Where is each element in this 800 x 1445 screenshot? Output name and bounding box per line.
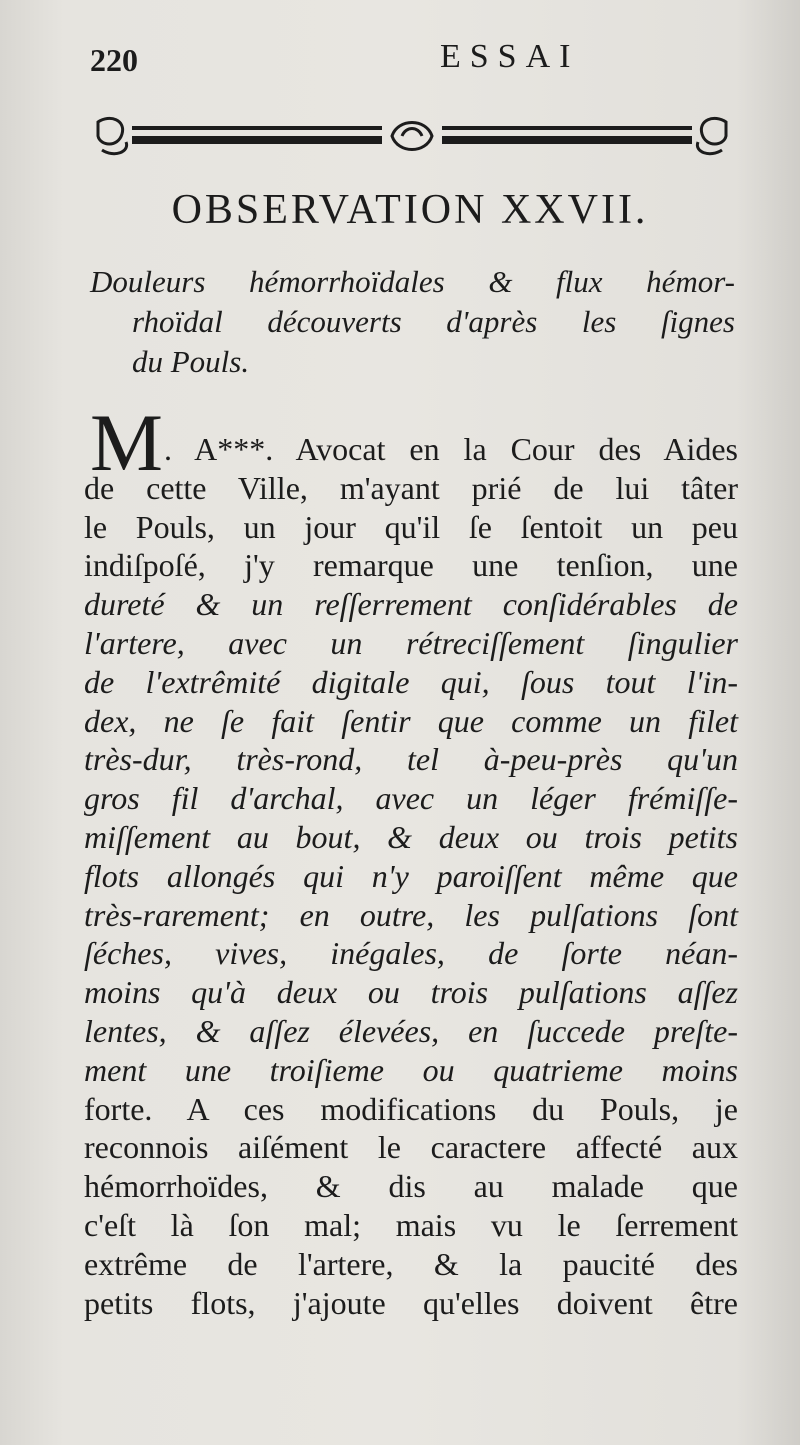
text-line: petits flots, j'ajoute qu'elles doivent être <box>84 1284 738 1321</box>
body-text <box>84 430 738 1322</box>
text-line: ment une troiſieme ou quatrieme moins <box>84 1051 738 1088</box>
observation-title: OBSERVATION XXVII. <box>171 187 649 233</box>
headpiece-ornament <box>92 112 732 160</box>
text-line: ſéches, vives, inégales, de ſorte néan- <box>84 935 738 972</box>
text-line: le Pouls, un jour qu'il ſe ſentoit un peu <box>84 508 738 545</box>
text-line: miſſement au bout, & deux ou trois petits <box>84 818 738 855</box>
text-line: dex, ne ſe fait ſentir que comme un filet <box>84 702 738 739</box>
text-line: l'artere, avec un rétreciſſement ſingulier <box>84 624 738 661</box>
subtitle-line: rhoïdal découverts d'après les ſignes <box>132 304 735 339</box>
text-line: reconnois aiſément le caractere affecté aux <box>84 1129 738 1166</box>
observation-subtitle <box>90 262 735 382</box>
text-line: extrême de l'artere, & la paucité des <box>84 1245 738 1282</box>
running-title: ESSAI <box>440 38 580 75</box>
text-line: gros fil d'archal, avec un léger frémiſſe- <box>84 780 738 817</box>
subtitle-line: Douleurs hémorrhoïdales & flux hémor- <box>90 264 735 299</box>
text-line: flots allongés qui n'y paroiſſent même que <box>84 857 738 894</box>
text-line: forte. A ces modifications du Pouls, je <box>84 1090 738 1127</box>
text-line: dureté & un reſſerrement conſidérables de <box>84 586 738 623</box>
text-line: c'eſt là ſon mal; mais vu le ſerrement <box>84 1206 738 1243</box>
text-line: de cette Ville, m'ayant prié de lui tâter <box>84 469 738 506</box>
text-line: indiſpoſé, j'y remarque une tenſion, une <box>84 547 738 584</box>
text-line: hémorrhoïdes, & dis au malade que <box>84 1168 738 1205</box>
running-header <box>90 38 740 78</box>
drop-cap: M <box>90 397 163 488</box>
text-line: de l'extrêmité digitale qui, ſous tout l'in- <box>84 663 738 700</box>
text-line: . A***. Avocat en la Cour des Aides <box>164 431 738 467</box>
subtitle-line: du Pouls. <box>132 344 250 379</box>
text-line: lentes, & aſſez élevées, en ſuccede preſte- <box>84 1012 738 1049</box>
text-line: moins qu'à deux ou trois pulſations aſſez <box>84 974 738 1011</box>
text-line: très-dur, très-rond, tel à-peu-près qu'un <box>84 741 738 778</box>
page-number: 220 <box>90 42 138 78</box>
text-line: très-rarement; en outre, les pulſations ſont <box>84 896 738 933</box>
